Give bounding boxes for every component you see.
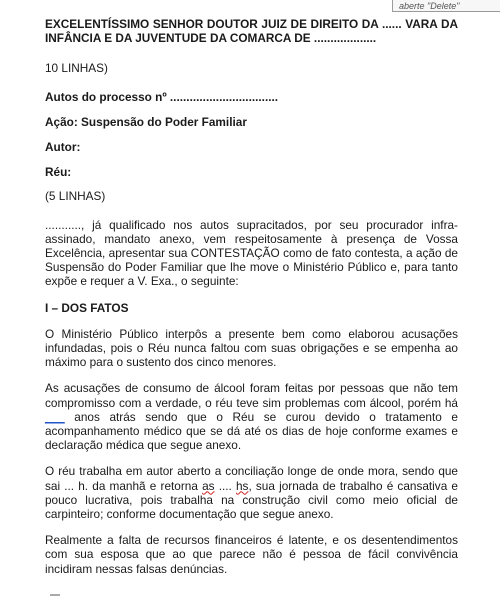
paragraph-text: As acusações de consumo de álcool foram feitas por pessoas que não tem compromisso com a verdade, o réu teve sim problemas com álcool, porém há bbox=[45, 381, 458, 410]
edge-comment-tab: aberte "Delete" bbox=[392, 0, 500, 12]
spellcheck-flag: as bbox=[202, 478, 215, 493]
document-page bbox=[45, 17, 458, 576]
spellcheck-flag: hs bbox=[235, 478, 249, 493]
facts-paragraph-3 bbox=[45, 464, 458, 521]
blank-field-marker: ___ bbox=[45, 409, 65, 424]
paragraph-text: O réu trabalha em autor aberto a conciliação longe de onde mora, sendo que sai ... h. da manhã e retorna bbox=[45, 464, 458, 493]
petition-header: EXCELENTÍSSIMO SENHOR DOUTOR JUIZ DE DIREITO DA ...... VARA DA INFÂNCIA E DA JUVENTUDE DA COMARCA DE ................... bbox=[45, 17, 458, 46]
section-title: I – DOS FATOS bbox=[45, 300, 129, 315]
spacing-note-5: (5 LINHAS) bbox=[45, 189, 106, 204]
facts-paragraph-4: Realmente a falta de recursos financeiros é latente, e os desentendimentos com sua esposa que ao que parece não é pessoa de fácil convivência incidiram nessas falsas denúncias. bbox=[45, 533, 458, 576]
facts-paragraph-2 bbox=[45, 381, 458, 452]
intro-paragraph: ..........., já qualificado nos autos supracitados, por seu procurador infra-assinado, mandato anexo, vem respeitosamente à presença de Vossa Excelência, apresentar sua CONTESTAÇÃO como de fato contesta, a ação de Suspensão do Poder Familiar que lhe move o Ministério Público e, para tanto expõe e requer a V. Exa., o seguinte: bbox=[45, 217, 458, 289]
spacing-note-10: 10 LINHAS) bbox=[45, 61, 108, 76]
paragraph-text: anos atrás sendo que o Réu se curou devido o tratamento e acompanhamento médico que se dá até os dias de hoje conforme exames e declaração médica que segue anexo. bbox=[45, 409, 458, 453]
case-number-line: Autos do processo nº ................................. bbox=[45, 89, 279, 104]
paragraph-text: , sua jornada de trabalho é cansativa e pouco lucrativa, pois trabalha na construção civil como meio oficial de carpinteiro; conforme documentação que segue anexo. bbox=[45, 478, 458, 522]
page-bottom-fragment bbox=[50, 594, 60, 596]
action-line: Ação: Suspensão do Poder Familiar bbox=[45, 114, 247, 129]
plaintiff-line: Autor: bbox=[45, 140, 81, 155]
paragraph-text: .... bbox=[214, 478, 236, 493]
defendant-line: Réu: bbox=[45, 165, 72, 180]
facts-paragraph-1: O Ministério Público interpôs a presente bem como elaborou acusações infundadas, pois o Réu nunca faltou com suas obrigações e se empenha ao máximo para o sustento dos cinco menores. bbox=[45, 326, 458, 370]
